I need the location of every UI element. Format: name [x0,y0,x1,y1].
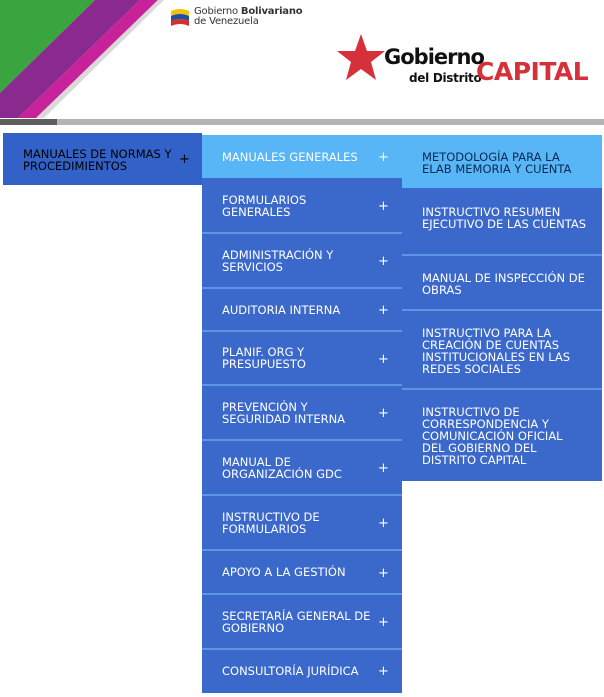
subsubmenu-item-label: INSTRUCTIVO DE CORRESPONDENCIA Y COMUNICACIÓN OFICIAL DEL GOBIERNO DEL DISTRITO CAPITAL [422,405,563,467]
gobierno-bolivariano-logo[interactable] [170,7,302,29]
plus-icon: + [378,461,389,476]
capital-logo-line1: Gobierno [384,45,484,69]
gobierno-bolivariano-text [194,7,302,27]
plus-icon: + [179,152,190,167]
header-divider-accent [0,119,57,125]
submenu-item-label: CONSULTORÍA JURÍDICA [222,664,359,678]
plus-icon: + [378,664,389,679]
header-divider [0,119,604,125]
plus-icon: + [378,199,389,214]
submenu-item-label: PLANIF. ORG Y PRESUPUESTO [222,345,306,371]
capital-logo-line3: CAPITAL [476,57,589,86]
submenu-item-instructivo-formularios[interactable] [202,496,402,550]
plus-icon: + [378,303,389,318]
site-header [0,0,604,125]
venezuela-flag-icon [170,7,190,29]
submenu-item-planif-presupuesto[interactable] [202,332,402,385]
submenu-item-label: PREVENCIÓN Y SEGURIDAD INTERNA [222,400,346,426]
submenu-item-label: APOYO A LA GESTIÓN [222,565,346,579]
plus-icon: + [378,352,389,367]
submenu-item-label: INSTRUCTIVO DE FORMULARIOS [222,510,320,536]
plus-icon: + [378,406,389,421]
bolivariano-line1-bold: Bolivariano [240,6,303,17]
submenu-item-secretaria-general[interactable] [202,595,402,649]
subsubmenu-item-redes-sociales[interactable] [402,311,602,389]
submenu-item-manuales-generales[interactable] [202,135,402,178]
submenu-item-administracion-servicios[interactable] [202,234,402,288]
capital-logo-line2: del Distrito [409,71,482,85]
submenu-item-manual-organizacion[interactable] [202,441,402,495]
bolivariano-line2: de Venezuela [194,16,259,27]
submenu-item-formularios-generales[interactable] [202,178,402,233]
bolivariano-line1: Gobierno [194,6,238,17]
subsubmenu-item-label: MANUAL DE INSPECCIÓN DE OBRAS [422,271,585,297]
submenu-item-label: FORMULARIOS GENERALES [222,193,307,219]
red-star-icon [336,33,386,83]
submenu-item-consultoria-juridica[interactable] [202,650,402,693]
plus-icon: + [378,254,389,269]
subsubmenu-item-resumen-ejecutivo[interactable] [402,188,602,255]
subsubmenu-item-label: METODOLOGÍA PARA LA ELAB MEMORIA Y CUENTA [422,150,572,176]
submenu-item-label: SECRETARÍA GENERAL DE GOBIERNO [222,609,371,635]
plus-icon: + [378,150,389,165]
submenu-item-label: MANUAL DE ORGANIZACIÓN GDC [222,455,342,481]
submenu-item-label: ADMINISTRACIÓN Y SERVICIOS [222,248,334,274]
plus-icon: + [378,566,389,581]
subsubmenu-item-correspondencia-oficial[interactable] [402,390,602,481]
submenu-item-label: AUDITORIA INTERNA [222,303,341,317]
submenu-item-label: MANUALES GENERALES [222,150,358,164]
menu-manuales-normas-procedimientos[interactable] [3,133,202,185]
menu-item-label: MANUALES DE NORMAS Y PROCEDIMIENTOS [23,147,172,173]
subsubmenu-item-label: INSTRUCTIVO RESUMEN EJECUTIVO DE LAS CUENTAS [422,205,587,231]
subsubmenu-item-metodologia-memoria-cuenta[interactable] [402,135,602,188]
plus-icon: + [378,516,389,531]
plus-icon: + [378,615,389,630]
subsubmenu-item-inspeccion-obras[interactable] [402,256,602,310]
submenu-item-apoyo-gestion[interactable] [202,551,402,594]
submenu-item-prevencion-seguridad[interactable] [202,386,402,440]
submenu-item-auditoria-interna[interactable] [202,289,402,331]
subsubmenu-item-label: INSTRUCTIVO PARA LA CREACIÓN DE CUENTAS INSTITUCIONALES EN LAS REDES SOCIALES [422,326,571,376]
